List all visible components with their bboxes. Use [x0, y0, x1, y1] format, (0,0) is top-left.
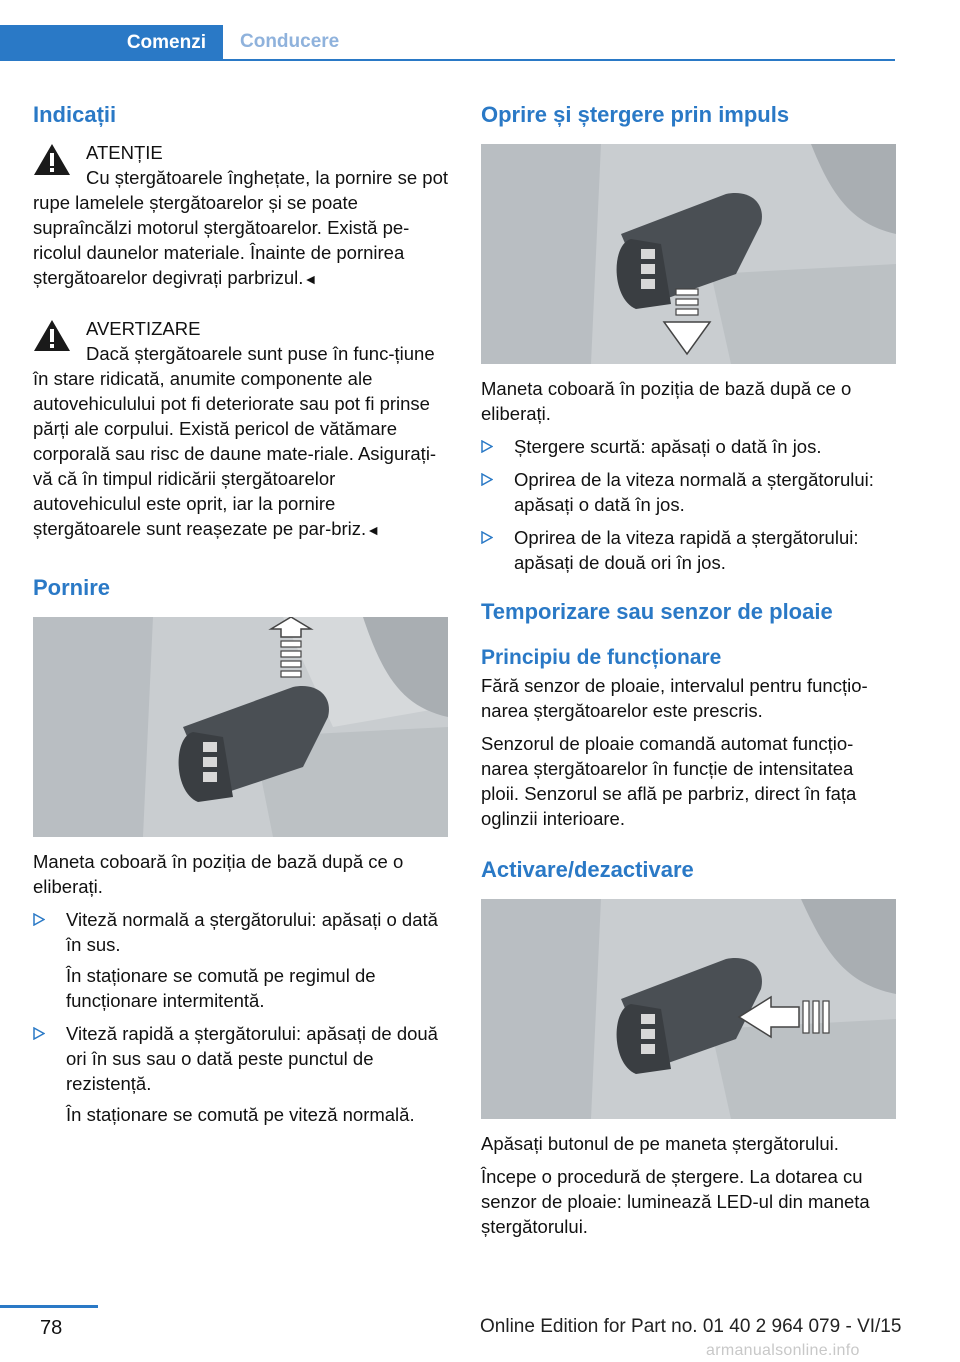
oprire-heading: Oprire și ștergere prin impuls — [481, 102, 790, 127]
activare-paragraph-2: Începe o procedură de ștergere. La dotarea cu senzor de ploaie: luminează LED-ul din maneta ștergătorului. — [481, 1166, 870, 1237]
pornire-bullets — [33, 907, 448, 957]
temporizare-heading: Temporizare sau senzor de ploaie — [481, 599, 833, 624]
triangle-bullet-icon — [481, 531, 493, 544]
header-bar — [0, 25, 895, 61]
list-item: Viteză rapidă a ștergătorului: apăsați de două ori în sus sau o dată peste punctul de rezistență. — [33, 1021, 448, 1096]
bullet-sub-text: În staționare se comută pe regimul de funcționare intermitentă. — [66, 965, 376, 1011]
warning-triangle-icon — [33, 143, 71, 176]
caution-text: Cu ștergătoarele înghețate, la pornire se pot rupe lamelele ștergătoarelor și se poate supraîncălzi motorul ștergătoarelor. Există pe‐ricolul daunelor materiale. Înainte de pornirea ștergătoarelor degivrați parbrizul.◄ — [33, 167, 449, 288]
oprire-photo — [481, 144, 896, 364]
principiu-heading: Principiu de funcționare — [481, 646, 722, 669]
pornire-photo — [33, 617, 448, 837]
activare-heading: Activare/dezactivare — [481, 857, 694, 882]
edition-text: Online Edition for Part no. 01 40 2 964 079 - VI/15 — [480, 1316, 902, 1337]
caution-title: ATENȚIE — [86, 142, 163, 163]
warning-triangle-icon — [33, 319, 71, 352]
watermark: armanualsonline.info — [706, 1342, 860, 1359]
list-item: Oprirea de la viteza rapidă a ștergătorului: apăsați de două ori în jos. — [481, 525, 896, 575]
wiper-lever-up-illustration — [33, 617, 448, 837]
pornire-bullets-2 — [33, 1021, 448, 1096]
end-mark: ◄ — [366, 522, 381, 538]
wiper-lever-down-illustration — [481, 144, 896, 364]
tab-comenzi[interactable]: Comenzi — [0, 25, 223, 61]
list-item: Viteză normală a ștergătorului: apăsați o dată în sus. — [33, 907, 448, 957]
activare-photo — [481, 899, 896, 1119]
end-mark: ◄ — [303, 271, 318, 287]
right-column — [481, 100, 896, 1239]
caution-block — [33, 140, 448, 165]
triangle-bullet-icon — [481, 440, 493, 453]
principiu-paragraph-2: Senzorul de ploaie comandă automat funcțio‐narea ștergătoarelor în funcție de intensitatea ploii. Senzorul se află pe parbriz, direct în fața oglinzii interioare. — [481, 733, 857, 829]
footer-rule — [0, 1305, 98, 1308]
principiu-paragraph-1: Fără senzor de ploaie, intervalul pentru funcțio‐narea ștergătoarelor este prescris. — [481, 675, 868, 721]
warning-block — [33, 316, 448, 341]
header-rule — [0, 59, 895, 61]
indicatii-heading: Indicații — [33, 102, 117, 127]
oprire-bullets — [481, 434, 896, 575]
triangle-bullet-icon — [481, 473, 493, 486]
bullet-sub-text: În staționare se comută pe viteză normală. — [66, 1104, 415, 1125]
pornire-heading: Pornire — [33, 575, 111, 600]
triangle-bullet-icon — [33, 1027, 45, 1040]
wiper-button-press-illustration — [481, 899, 896, 1119]
tab-conducere[interactable]: Conducere — [240, 31, 340, 52]
activare-paragraph-1: Apăsați butonul de pe maneta ștergătorului. — [481, 1133, 839, 1154]
list-item: Oprirea de la viteza normală a ștergătorului: apăsați o dată în jos. — [481, 467, 896, 517]
triangle-bullet-icon — [33, 913, 45, 926]
list-item: Ștergere scurtă: apăsați o dată în jos. — [481, 434, 896, 459]
left-column — [33, 100, 448, 1127]
warning-title: AVERTIZARE — [86, 318, 201, 339]
pornire-caption: Maneta coboară în poziția de bază după ce o eliberați. — [33, 851, 404, 897]
oprire-caption: Maneta coboară în poziția de bază după ce o eliberați. — [481, 378, 852, 424]
page-number: 78 — [40, 1317, 63, 1339]
warning-text: Dacă ștergătoarele sunt puse în func‐țiune în stare ridicată, anumite componente ale autovehiculului pot fi deteriorate sau pot fi prinse părți ale corpului. Există pericol de vătămare corporală sau risc de daune mate‐riale. Asigurați-vă că în timpul ridicării ștergătoarelor autovehiculul este oprit, iar la pornire ștergătoarele sunt reașezate pe par‐briz.◄ — [33, 343, 437, 539]
